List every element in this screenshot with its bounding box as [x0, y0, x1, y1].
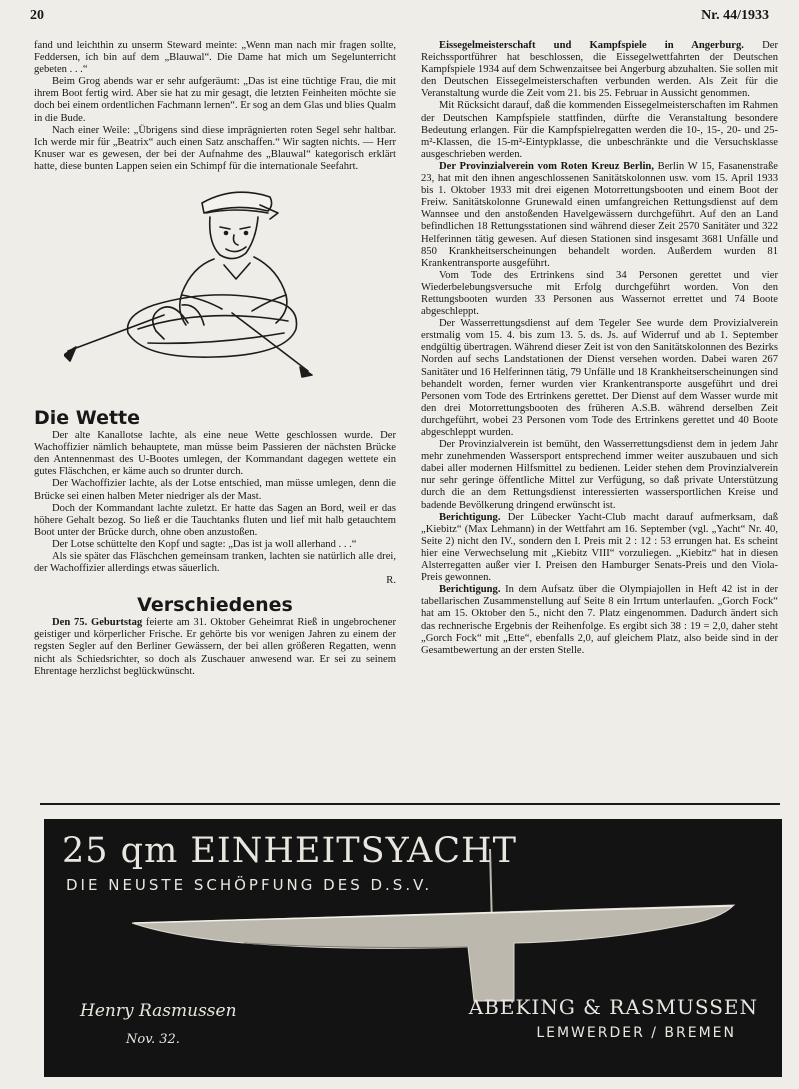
- section-title-verschiedenes: Verschiedenes: [137, 594, 293, 617]
- correction-gorch-fock: Berichtigung. In dem Aufsatz über die Olympiajollen in Heft 42 ist in der tabellarischen Zusammenstellung auf Seite 8 ein Irrtum unterlaufen. „Gorch Fock“ hat am 15. Oktober den 5., nicht den 7. Platz eingenommen. Dadurch ändert sich das rechnerische Ergebnis der Reihenfolge. Es ergibt sich 38 : 19 = 2,0, daher steht „Gorch Fock“ mit „Ette“, ebenfalls 2,0, auf gleichem Platz, also beide sind in der Gesamtbewertung an der ersten Stelle.: [421, 584, 778, 656]
- ad-brand: ABEKING & RASMUSSEN: [468, 995, 758, 1019]
- ad-headline: 25 qm EINHEITSYACHT: [62, 831, 517, 871]
- wette-paragraph: Der Wachoffizier lachte, als der Lotse entschied, man müsse umlegen, denn die Brücke sei einen halben Meter niedriger als der Mast.: [34, 478, 396, 502]
- right-column: [421, 40, 778, 657]
- page-number: 20: [30, 8, 44, 23]
- provinzialverein-paragraph: Der Provinzialverein ist bemüht, den Wasserrettungsdienst dem in jedem Jahr mehr zunehmenden Wassersport entsprechend immer weiter auszubauen und sich dabei aller modernen Hilfsmittel zu bedienen. Leider stehen dem Provinzialverein nur sehr geringe öffentliche Mittel zur Verfügung, so daß private Unterstützung durch die an dem Rettungsdienst interessierten wassersportlichen Kreise und badende Bevölkerung dringend erwünscht ist.: [421, 439, 778, 511]
- page-header: [30, 8, 769, 28]
- birthday-paragraph: [34, 617, 396, 677]
- birthday-lead: Den 75. Geburtstag: [52, 617, 143, 629]
- correction-kiebitz: Berichtigung. Der Lübecker Yacht-Club macht darauf aufmerksam, daß „Kiebitz“ (Max Lehmann) in der Wettfahrt am 16. September (vgl. „Yacht“ Nr. 40, Seite 2) nicht den IV., sondern den I. Preis mit 2 : 12 : 53 errungen hat. Es scheint hier eine Verwechselung mit „Kiebitz VIII“ vorzuliegen. „Kiebitz“ hat in diesen Alsterregatten außer vier I. Preisen den Hamburger Senats-Preis und den Viola-Preis gewonnen.: [421, 511, 778, 584]
- birthday-text: feierte am 31. Oktober Geheimrat Rieß in ungebrochener geistiger und körperlicher Frische. Er gehörte bis vor wenigen Jahren zu einem der regsten Segler auf den Berliner Gewässern, der bei allen größeren Regatten, wenn nicht als Schiedsrichter, so doch als Zuschauer anwesend war. Er sei zu seinem Ehrentage herzlichst beglückwünscht.: [34, 617, 396, 677]
- story-paragraph: Beim Grog abends war er sehr aufgeräumt: „Das ist eine tüchtige Frau, die mit ihrem Boot fertig wird. Aber sie hat zu mir gesagt, die letzten Feinheiten möchte sie doch bei einem ordentlichen Fachmann lernen“. Er sog an dem Glas und blies Qualm in die Bude.: [34, 76, 396, 124]
- story-paragraph: Nach einer Weile: „Übrigens sind diese imprägnierten roten Segel sehr haltbar. Ich werde mir für „Beatrix“ auch einen Satz anschaffen.“ Wir sagten nichts. — Herr Knuser war es gewesen, der bei der Aufnahme des „Blauwal“ kategorisch erklärt hatte, diese bunten Lappen seien ein Schimpf für die internationale Seefahrt.: [34, 124, 396, 172]
- signature-date: Nov. 32.: [126, 1032, 180, 1047]
- designer-signature: Henry Rasmussen: [80, 1001, 237, 1021]
- wette-paragraph: Der Lotse schüttelte den Kopf und sagte: „Das ist ja woll allerhand . . .“: [52, 538, 357, 550]
- iceyacht-paragraph-2: Mit Rücksicht darauf, daß die kommenden Eissegelmeisterschaften im Rahmen der Deutschen Kampfspiele stattfinden, dürfte die Veranstaltung besondere Bedeutung erlangen. Für die Kampfspielregatten werden die 10-, 15-, 20- und 25-m²-Klassen, die 15-m²-Eintypklasse, die unbeschränkte und die Versuchsklasse ausgeschrieben werden.: [421, 100, 778, 160]
- correction-title: Berichtigung.: [439, 584, 501, 596]
- ad-location: LEMWERDER / BREMEN: [536, 1025, 736, 1041]
- wette-paragraph: Doch der Kommandant lachte zuletzt. Er hatte das Sagen an Bord, weil er das höhere Gehalt bezog. So ließ er die Tauchtanks fluten und lief mit halb getauchtem Boot unter der Brücke durch, ohne oben anzustoßen.: [34, 502, 396, 538]
- sailor-rowboat-drawing: [64, 183, 314, 378]
- iceyacht-title: Eissegelmeisterschaft und Kampfspiele in Angerburg.: [439, 40, 744, 51]
- redcross-paragraph-2: Vom Tode des Ertrinkens sind 34 Personen gerettet und vier Wiederbelebungsversuche mit Erfolg durchgeführt worden. Von den Rettungsbooten wurden 33 Personen aus Wassernot errettet und 74 Boote abgeschleppt.: [421, 269, 778, 318]
- cartoon-illustration: [34, 183, 396, 378]
- tegel-paragraph: Der Wasserrettungsdienst auf dem Tegeler See wurde dem Provizialverein erstmalig vom 15. 4. bis zum 13. 5. ds. Js. auf Widerruf und ab 1. September endgültig übertragen. Während dieser Zeit ist von den Sanitätskolonnen des Bezirks Norden auf sechs Landstationen der Dienst versehen worden. Dabei waren 267 Sanitäter und 16 Helferinnen tätig, 79 Unfälle und 18 Krankheitserscheinungen sind behandelt worden, ferner wurden vier Krankentransporte ausgeführt und drei Personen vom Tode des Ertrinkens gerettet. Der Dienst auf dem Wasser wurde mit den drei Motorrettungsbooten des früheren A.S.B. während derselben Zeit durchgeführt, wobei 23 Personen vom Tode des Ertrinkens gerettet und 40 Boote abgeschleppt wurden.: [421, 318, 778, 438]
- iceyacht-paragraph: Eissegelmeisterschaft und Kampfspiele in Angerburg. Der Reichssportführer hat beschlossen, die Eissegelwettfahrten der Deutschen Kampfspiele 1934 auf dem Schwenzaitsee bei Angerburg abzuhalten. Sie sollen mit den Deutschen Eissegelmeisterschaften verbunden werden. Als Zeit für die Veranstaltung wurde die Zeit vom 21. bis 25. Februar in Aussicht genommen.: [421, 40, 778, 100]
- author-signature: R.: [386, 575, 396, 587]
- wette-paragraph: Als sie später das Fläschchen gemeinsam tranken, lachten sie natürlich alle drei, der Wachoffizier allerdings etwas säuerlich.: [34, 550, 396, 575]
- correction-title: Berichtigung.: [439, 511, 501, 523]
- yacht-advertisement: [44, 819, 782, 1077]
- left-column: [34, 40, 396, 678]
- issue-number: Nr. 44/1933: [701, 8, 769, 23]
- separator-rule: [40, 803, 780, 805]
- section-title-wette: Die Wette: [34, 407, 141, 430]
- ad-subline: DIE NEUSTE SCHÖPFUNG DES D.S.V.: [66, 876, 433, 894]
- story-paragraph: fand und leichthin zu unserm Steward meinte: „Wenn man nach mir fragen sollte, Feddersen, ich bin auf dem „Blauwal“. Die Dame hat mich um Segelunterricht gebeten . . .“: [34, 40, 396, 76]
- wette-paragraph: Der alte Kanallotse lachte, als eine neue Wette geschlossen wurde. Der Wachoffizier nämlich behauptete, man müsse beim Passieren der nächsten Brücke den Antennenmast des U-Bootes umlegen, der Kommandant dagegen wettete ein gutes Fläschchen, er käme auch so drunter durch.: [34, 430, 396, 478]
- redcross-paragraph: Der Provinzialverein vom Roten Kreuz Berlin, Berlin W 15, Fasanenstraße 23, hat mit den ihnen angeschlossenen Sanitätskolonnen usw. vom 15. April 1933 bis 1. Oktober 1933 mit drei eigenen Motorrettungsbooten und einem Boot der Freiw. Sanitätskolonne Grunewald einen umfangreichen Rettungsdienst auf dem Wannsee und den anstoßenden Havelgewässern durchgeführt. Auf den an Land befindlichen 18 Rettungsstationen sind während dieser Zeit 2570 Sanitäter und 322 Helferinnen tätig gewesen. Auf diesen Stationen sind insgesamt 3681 Unfälle und 850 Krankheitserscheinungen behandelt worden. Außerdem wurden 81 Krankentransporte ausgeführt.: [421, 160, 778, 269]
- redcross-title: Der Provinzialverein vom Roten Kreuz Berlin,: [439, 160, 654, 172]
